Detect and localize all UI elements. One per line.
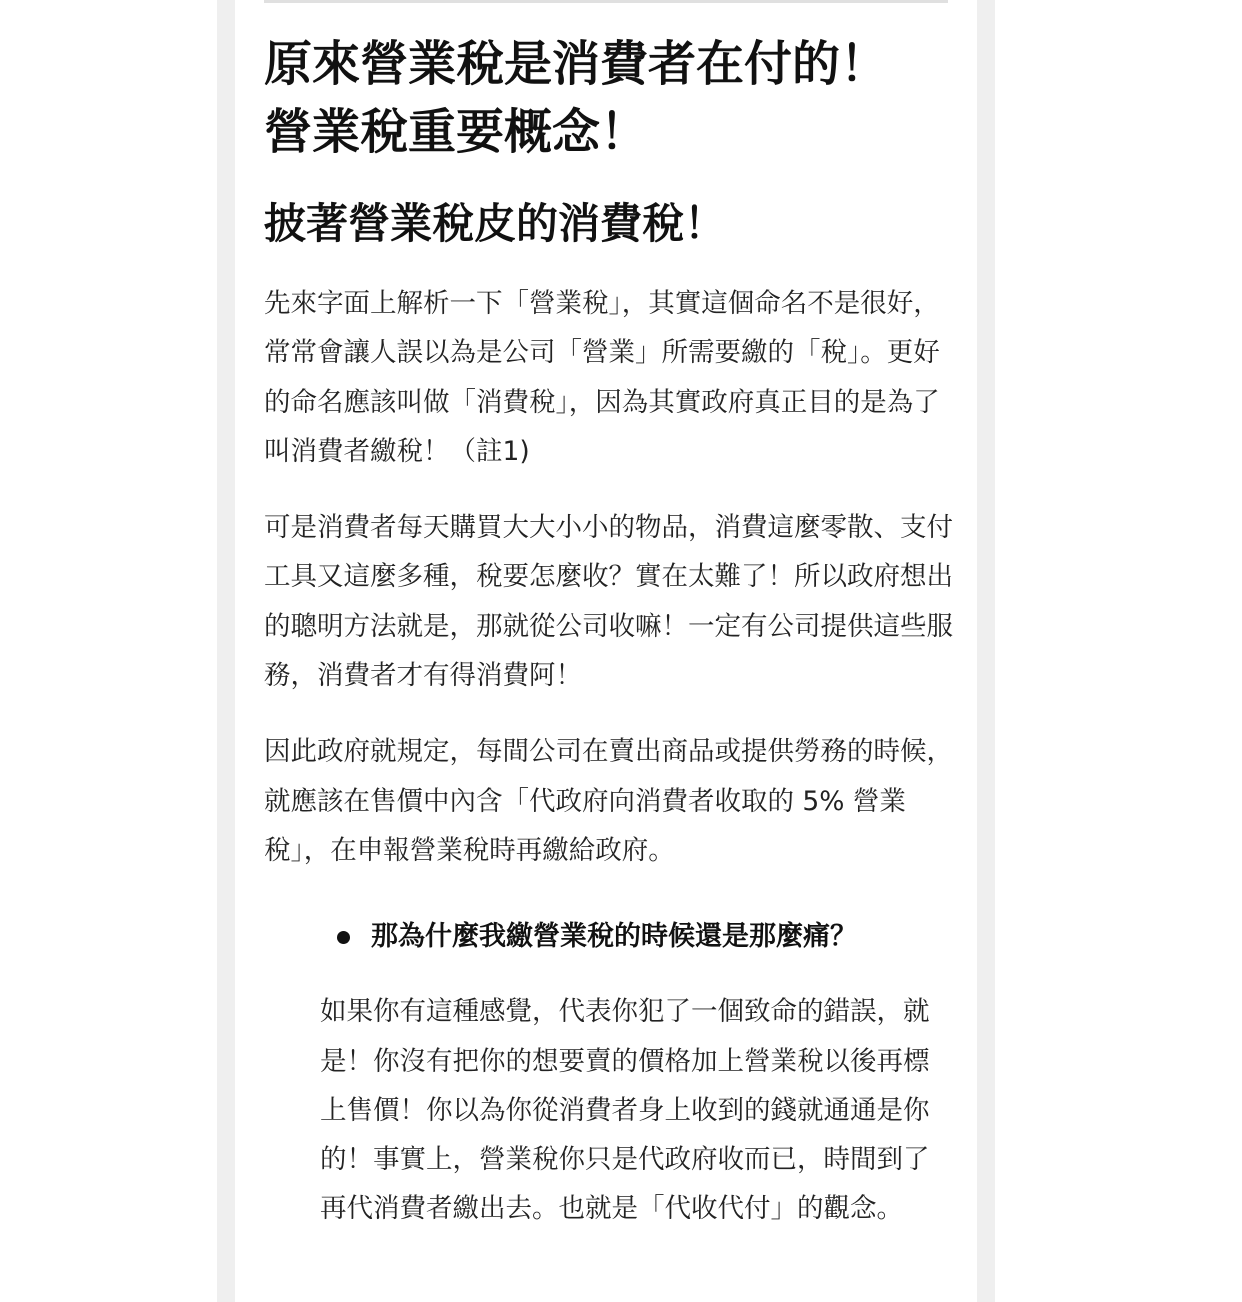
bullet-body-text: 如果你有這種感覺，代表你犯了一個致命的錯誤，就是！你沒有把你的想要賣的價格加上營業稅以後再標上售價！你以為你從消費者身上收到的錢就通通是你的！事實上，營業稅你只是代政府收而已，時間到了再代消費者繳出去。也就是「代收代付」的觀念。 xyxy=(320,996,930,1225)
bullet-item xyxy=(337,912,954,962)
title-line-1: 原來營業稅是消費者在付的！ xyxy=(264,36,889,92)
bullet-heading: 那為什麼我繳營業稅的時候還是那麼痛？ xyxy=(371,921,857,953)
title-line-2: 營業稅重要概念！ xyxy=(264,104,649,160)
bullet-dot-icon xyxy=(337,931,350,944)
paragraph-2: 可是消費者每天購買大大小小的物品，消費這麼零散、支付工具又這麼多種，稅要怎麼收？實在太難了！所以政府想出的聰明方法就是，那就從公司收嘛！一定有公司提供這些服務，消費者才有得消費阿！ xyxy=(264,512,953,692)
section-heading: 披著營業稅皮的消費稅！ xyxy=(264,199,727,248)
article-title xyxy=(264,30,954,166)
top-divider xyxy=(264,0,948,3)
paragraph-3: 因此政府就規定，每間公司在賣出商品或提供勞務的時候，就應該在售價中內含「代政府向消費者收取的 5% 營業稅」，在申報營業稅時再繳給政府。 xyxy=(264,736,953,866)
article-content xyxy=(264,30,954,1234)
paragraph-1: 先來字面上解析一下「營業稅」，其實這個命名不是很好，常常會讓人誤以為是公司「營業」所需要繳的「稅」。更好的命名應該叫做「消費稅」，因為其實政府真正目的是為了叫消費者繳稅！（註1) xyxy=(264,288,940,467)
